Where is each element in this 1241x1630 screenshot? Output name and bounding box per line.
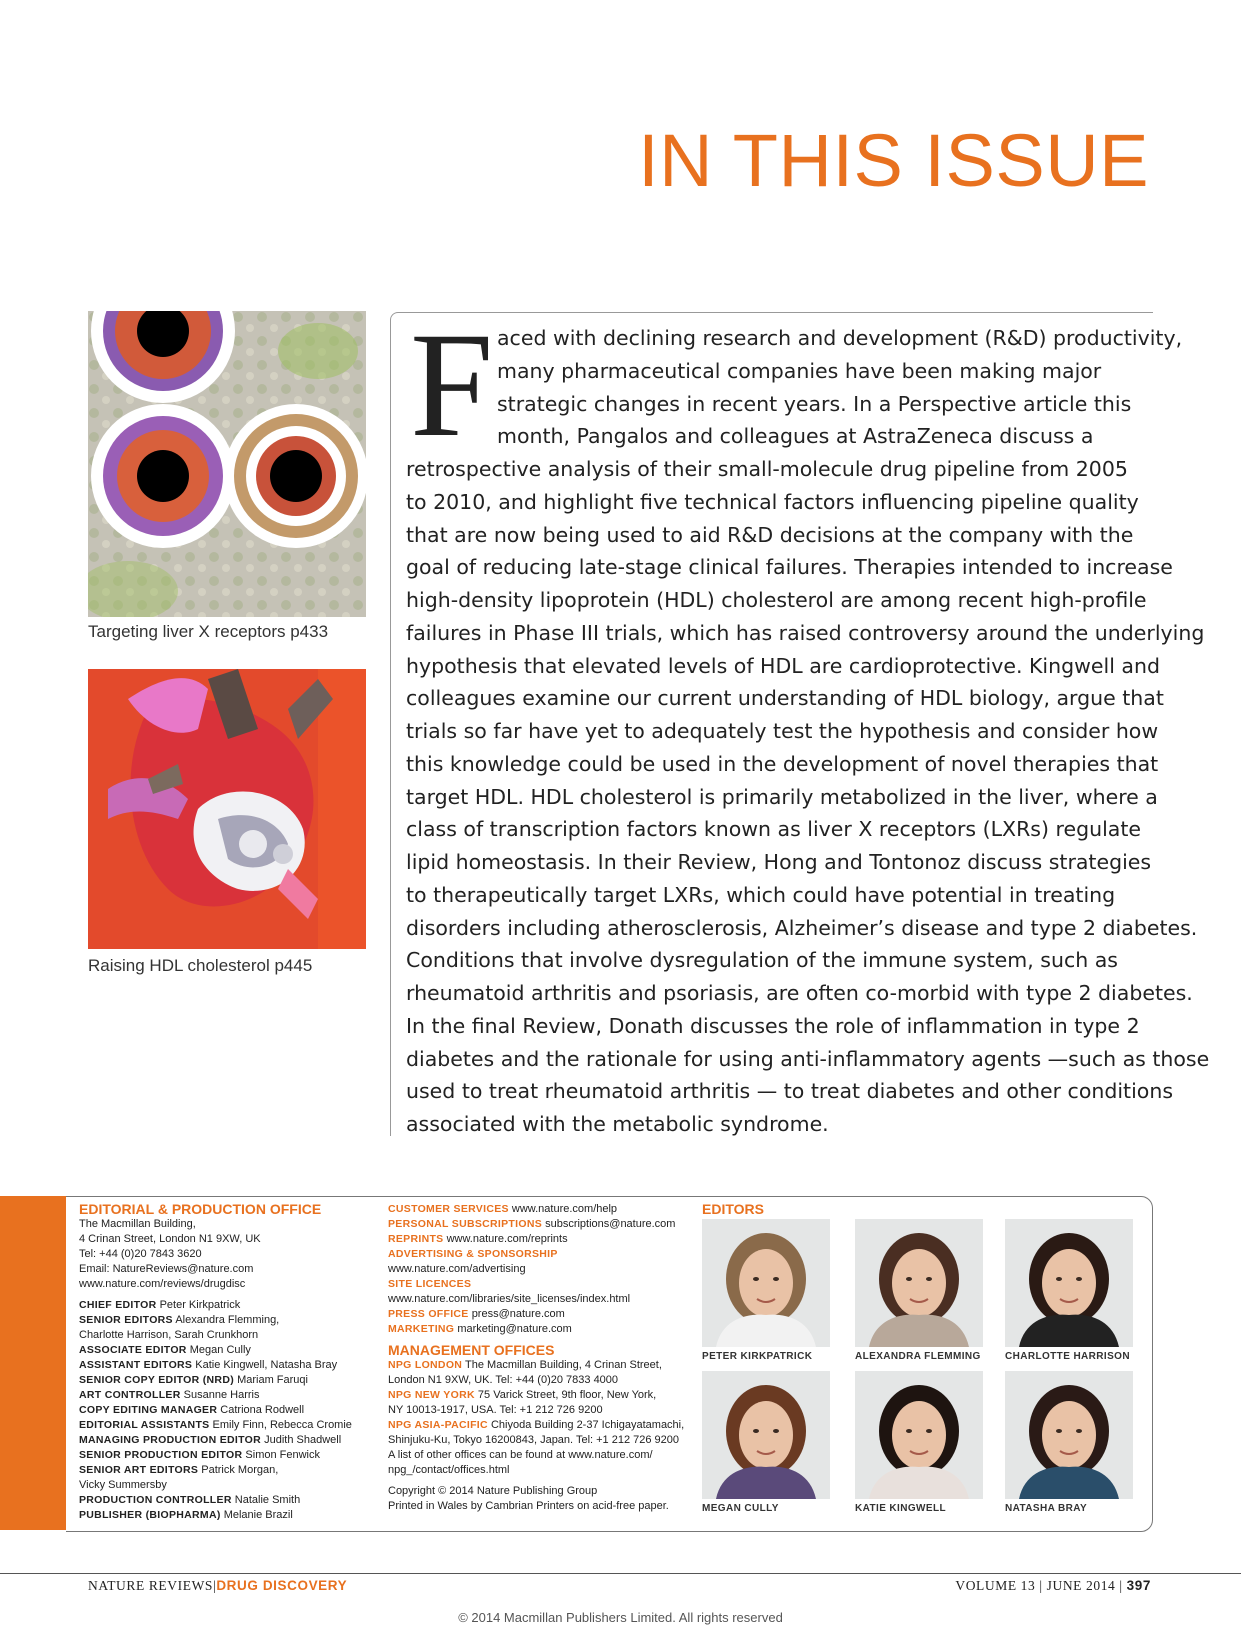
office-value: The Macmillan Building, 4 Crinan Street, bbox=[465, 1359, 662, 1371]
editor-card bbox=[702, 1219, 830, 1362]
service-entry bbox=[388, 1277, 684, 1292]
article-line: Conditions that involve dysregulation of the immune system, such as bbox=[406, 948, 1118, 973]
office-value: npg_/contact/offices.html bbox=[388, 1464, 510, 1476]
management-offices bbox=[388, 1358, 684, 1478]
article-line: lipid homeostasis. In their Review, Hong and Tontonoz discuss strategies bbox=[406, 850, 1152, 874]
office-value: Shinjuku-Ku, Tokyo 16200843, Japan. Tel: +1 212 726 9200 bbox=[388, 1434, 680, 1446]
staff-entry bbox=[79, 1403, 352, 1418]
staff-entry bbox=[79, 1433, 352, 1448]
service-label: PERSONAL SUBSCRIPTIONS bbox=[388, 1218, 543, 1230]
article-line: disorders including atherosclerosis, Alzheimer’s disease and type 2 diabetes. bbox=[406, 915, 1198, 940]
staff-role: SENIOR COPY EDITOR (NRD) bbox=[79, 1374, 234, 1386]
staff-entry bbox=[79, 1508, 352, 1523]
article-line: this knowledge could be used in the development of novel therapies that bbox=[406, 751, 1159, 776]
staff-name: Judith Shadwell bbox=[264, 1434, 342, 1446]
staff-name: Simon Fenwick bbox=[245, 1449, 320, 1461]
figure-caption: Targeting liver X receptors p433 bbox=[88, 622, 329, 641]
editors-heading: EDITORS bbox=[702, 1201, 764, 1217]
service-entry bbox=[388, 1322, 684, 1337]
staff-name: Susanne Harris bbox=[183, 1389, 260, 1401]
article-line: to therapeutically target LXRs, which could have potential in treating bbox=[406, 882, 1116, 907]
article-line: failures in Phase III trials, which has raised controversy around the underlying bbox=[406, 620, 1205, 645]
service-value: press@nature.com bbox=[471, 1308, 565, 1320]
service-label: CUSTOMER SERVICES bbox=[388, 1203, 509, 1215]
office-label: NPG LONDON bbox=[388, 1359, 463, 1371]
office-value: NY 10013-1917, USA. Tel: +1 212 726 9200 bbox=[388, 1404, 603, 1416]
service-value: www.nature.com/libraries/site_licenses/index.html bbox=[388, 1293, 631, 1305]
page-title: IN THIS ISSUE bbox=[638, 119, 1149, 202]
office-entry bbox=[388, 1373, 684, 1388]
staff-name: Alexandra Flemming, bbox=[175, 1314, 280, 1326]
service-entry bbox=[388, 1307, 684, 1322]
article-line: that are now being used to aid R&D decisions at the company with the bbox=[406, 522, 1134, 547]
office-value: Chiyoda Building 2-37 Ichigayatamachi, bbox=[490, 1419, 685, 1431]
office-value: A list of other offices can be found at www.nature.com/ bbox=[388, 1449, 653, 1461]
staff-name: Megan Cully bbox=[189, 1344, 251, 1356]
office-value: 75 Varick Street, 9th floor, New York, bbox=[477, 1389, 657, 1401]
editor-card bbox=[855, 1219, 983, 1362]
staff-role: ASSOCIATE EDITOR bbox=[79, 1344, 187, 1356]
editorial-office-heading: EDITORIAL & PRODUCTION OFFICE bbox=[79, 1201, 322, 1217]
volume-info bbox=[955, 1578, 1151, 1594]
services-list bbox=[388, 1202, 684, 1337]
office-entry bbox=[388, 1463, 684, 1478]
editors-column bbox=[702, 1202, 764, 1217]
journal-name-right: DRUG DISCOVERY bbox=[216, 1578, 348, 1593]
article-line: goal of reducing late-stage clinical failures. Therapies intended to increase bbox=[406, 555, 1173, 580]
figure-caption: Raising HDL cholesterol p445 bbox=[88, 956, 313, 975]
editor-card bbox=[1005, 1219, 1133, 1362]
address-line: Email: NatureReviews@nature.com bbox=[79, 1263, 254, 1275]
staff-role: COPY EDITING MANAGER bbox=[79, 1404, 218, 1416]
article-line: retrospective analysis of their small-molecule drug pipeline from 2005 bbox=[406, 457, 1128, 481]
printing-copyright bbox=[388, 1484, 684, 1514]
editor-photo bbox=[1005, 1371, 1133, 1499]
editor-photo bbox=[702, 1219, 830, 1347]
editor-photo bbox=[855, 1219, 983, 1347]
page-number: 397 bbox=[1126, 1578, 1151, 1593]
article-line: diabetes and the rationale for using anti-inflammatory agents —such as those bbox=[406, 1046, 1210, 1071]
office-entry bbox=[388, 1358, 684, 1373]
service-entry bbox=[388, 1292, 684, 1307]
editor-name: PETER KIRKPATRICK bbox=[702, 1351, 813, 1362]
staff-name: Patrick Morgan, bbox=[201, 1464, 279, 1476]
staff-role: ART CONTROLLER bbox=[79, 1389, 181, 1401]
footer-rule bbox=[0, 1573, 1241, 1574]
staff-role: SENIOR PRODUCTION EDITOR bbox=[79, 1449, 243, 1461]
office-label: NPG ASIA-PACIFIC bbox=[388, 1419, 488, 1431]
editorial-office-column bbox=[79, 1202, 352, 1523]
editor-name: ALEXANDRA FLEMMING bbox=[855, 1351, 981, 1362]
article-line: hypothesis that elevated levels of HDL are cardioprotective. Kingwell and bbox=[406, 653, 1160, 678]
service-label: REPRINTS bbox=[388, 1233, 444, 1245]
editor-photo bbox=[702, 1371, 830, 1499]
journal-name-left: NATURE REVIEWS bbox=[88, 1578, 214, 1593]
journal-separator: | bbox=[213, 1578, 217, 1593]
staff-list bbox=[79, 1298, 352, 1523]
article-line: trials so far have yet to adequately test the hypothesis and consider how bbox=[406, 719, 1159, 743]
service-entry bbox=[388, 1202, 684, 1217]
staff-role: PRODUCTION CONTROLLER bbox=[79, 1494, 232, 1506]
article-line: colleagues examine our current understanding of HDL biology, argue that bbox=[406, 686, 1164, 711]
service-value: www.nature.com/help bbox=[511, 1203, 618, 1215]
editor-name: MEGAN CULLY bbox=[702, 1503, 779, 1514]
office-entry bbox=[388, 1418, 684, 1433]
service-value: www.nature.com/advertising bbox=[388, 1263, 526, 1275]
staff-entry bbox=[79, 1373, 352, 1388]
office-address bbox=[79, 1217, 352, 1292]
service-entry bbox=[388, 1262, 684, 1277]
staff-entry bbox=[79, 1298, 352, 1313]
address-line: The Macmillan Building, bbox=[79, 1218, 196, 1230]
staff-entry bbox=[79, 1313, 352, 1328]
office-entry bbox=[388, 1448, 684, 1463]
editor-card bbox=[1005, 1371, 1133, 1514]
article-line: many pharmaceutical companies have been making major bbox=[497, 358, 1102, 383]
service-entry bbox=[388, 1232, 684, 1247]
service-label: PRESS OFFICE bbox=[388, 1308, 469, 1320]
staff-role: CHIEF EDITOR bbox=[79, 1299, 157, 1311]
editor-card bbox=[702, 1371, 830, 1514]
staff-name: Peter Kirkpatrick bbox=[159, 1299, 241, 1311]
office-value: London N1 9XW, UK. Tel: +44 (0)20 7833 4000 bbox=[388, 1374, 619, 1386]
staff-role: EDITORIAL ASSISTANTS bbox=[79, 1419, 210, 1431]
office-entry bbox=[388, 1388, 684, 1403]
staff-entry bbox=[79, 1388, 352, 1403]
office-entry bbox=[388, 1433, 684, 1448]
staff-name: Mariam Faruqi bbox=[237, 1374, 308, 1386]
staff-name: Melanie Brazil bbox=[223, 1509, 293, 1521]
service-entry bbox=[388, 1247, 684, 1262]
address-line: www.nature.com/reviews/drugdisc bbox=[79, 1278, 246, 1290]
staff-name: Emily Finn, Rebecca Cromie bbox=[212, 1419, 352, 1431]
staff-entry bbox=[79, 1418, 352, 1433]
staff-role: ASSISTANT EDITORS bbox=[79, 1359, 193, 1371]
staff-name: Katie Kingwell, Natasha Bray bbox=[195, 1359, 338, 1371]
article-line: aced with declining research and development (R&D) productivity, bbox=[497, 326, 1183, 350]
editor-name: CHARLOTTE HARRISON bbox=[1005, 1351, 1130, 1362]
copyright-line: Printed in Wales by Cambrian Printers on acid-free paper. bbox=[388, 1500, 669, 1512]
staff-name: Charlotte Harrison, Sarah Crunkhorn bbox=[79, 1329, 259, 1341]
article-line: strategic changes in recent years. In a Perspective article this bbox=[497, 391, 1132, 416]
staff-name: Natalie Smith bbox=[234, 1494, 301, 1506]
copyright-line: Copyright © 2014 Nature Publishing Group bbox=[388, 1485, 598, 1497]
services-column bbox=[388, 1202, 684, 1514]
service-value: marketing@nature.com bbox=[457, 1323, 572, 1335]
copyright-notice: © 2014 Macmillan Publishers Limited. All rights reserved bbox=[458, 1610, 783, 1625]
editor-card bbox=[855, 1371, 983, 1514]
article-line: target HDL. HDL cholesterol is primarily metabolized in the liver, where a bbox=[406, 784, 1158, 809]
staff-entry bbox=[79, 1358, 352, 1373]
address-line: 4 Crinan Street, London N1 9XW, UK bbox=[79, 1233, 261, 1245]
staff-role: PUBLISHER (BIOPHARMA) bbox=[79, 1509, 221, 1521]
staff-name: Vicky Summersby bbox=[79, 1479, 167, 1491]
staff-entry bbox=[79, 1463, 352, 1478]
staff-entry bbox=[79, 1448, 352, 1463]
hdl-cover-image bbox=[88, 669, 366, 949]
staff-role: MANAGING PRODUCTION EDITOR bbox=[79, 1434, 262, 1446]
volume-date: VOLUME 13 | JUNE 2014 | bbox=[955, 1578, 1123, 1593]
lxr-cover-image bbox=[88, 311, 366, 617]
accent-bar bbox=[0, 1196, 66, 1530]
staff-entry bbox=[79, 1328, 352, 1343]
article-line: used to treat rheumatoid arthritis — to treat diabetes and other conditions bbox=[406, 1079, 1174, 1104]
service-value: subscriptions@nature.com bbox=[545, 1218, 676, 1230]
article-line: class of transcription factors known as liver X receptors (LXRs) regulate bbox=[406, 817, 1142, 842]
office-label: NPG NEW YORK bbox=[388, 1389, 475, 1401]
drop-cap: F bbox=[410, 302, 494, 468]
staff-entry bbox=[79, 1343, 352, 1358]
address-line: Tel: +44 (0)20 7843 3620 bbox=[79, 1248, 202, 1260]
editor-photo bbox=[1005, 1219, 1133, 1347]
staff-entry bbox=[79, 1478, 352, 1493]
editor-name: KATIE KINGWELL bbox=[855, 1503, 946, 1514]
article-line: rheumatoid arthritis and psoriasis, are often co-morbid with type 2 diabetes. bbox=[406, 981, 1193, 1005]
service-value: www.nature.com/reprints bbox=[446, 1233, 568, 1245]
editor-photo bbox=[855, 1371, 983, 1499]
service-label: MARKETING bbox=[388, 1323, 455, 1335]
service-label: ADVERTISING & SPONSORSHIP bbox=[388, 1248, 558, 1260]
service-label: SITE LICENCES bbox=[388, 1278, 472, 1290]
article-line: month, Pangalos and colleagues at AstraZeneca discuss a bbox=[497, 424, 1094, 449]
management-heading: MANAGEMENT OFFICES bbox=[388, 1342, 555, 1358]
service-entry bbox=[388, 1217, 684, 1232]
article-line: associated with the metabolic syndrome. bbox=[406, 1112, 829, 1136]
article-line: In the final Review, Donath discusses the role of inflammation in type 2 bbox=[406, 1013, 1140, 1038]
editor-name: NATASHA BRAY bbox=[1005, 1503, 1088, 1514]
article-line: high-density lipoprotein (HDL) cholesterol are among recent high-profile bbox=[406, 588, 1147, 612]
journal-name bbox=[88, 1578, 347, 1594]
staff-entry bbox=[79, 1493, 352, 1508]
article-line: to 2010, and highlight five technical factors influencing pipeline quality bbox=[406, 489, 1139, 514]
office-entry bbox=[388, 1403, 684, 1418]
staff-role: SENIOR ART EDITORS bbox=[79, 1464, 199, 1476]
staff-role: SENIOR EDITORS bbox=[79, 1314, 173, 1326]
staff-name: Catriona Rodwell bbox=[220, 1404, 305, 1416]
